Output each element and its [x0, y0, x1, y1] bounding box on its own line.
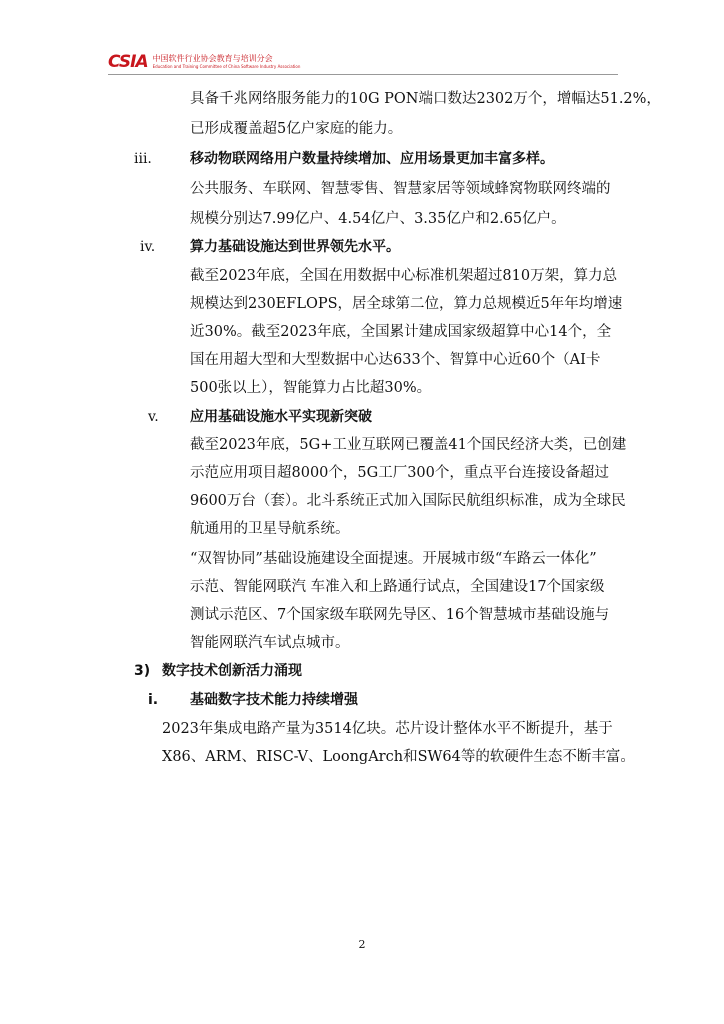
paragraph-line: 国在用超大型和大型数据中心达633个、智算中心近60个（AI卡 [190, 352, 601, 368]
section-heading: 数字技术创新活力涌现 [162, 663, 302, 679]
logo-english-name: Education and Training Committee of China Software Industry Association [152, 64, 301, 69]
section-number: 3) [134, 663, 151, 679]
section-heading: 基础数字技术能力持续增强 [190, 692, 358, 708]
list-number: iii. [134, 151, 152, 167]
paragraph-line: 测试示范区、7个国家级车联网先导区、16个智慧城市基础设施与 [190, 607, 610, 623]
paragraph-line: 近30%。截至2023年底，全国累计建成国家级超算中心14个，全 [190, 324, 612, 340]
paragraph-line: 公共服务、车联网、智慧零售、智慧家居等领域蜂窝物联网终端的 [190, 181, 611, 197]
paragraph-line: 截至2023年底，5G+工业互联网已覆盖41个国民经济大类，已创建 [190, 437, 627, 453]
csia-logo [108, 52, 300, 72]
paragraph-line: 已形成覆盖超5亿户家庭的能力。 [190, 121, 403, 137]
paragraph-line: 截至2023年底，全国在用数据中心标准机架超过810万架，算力总 [190, 268, 618, 284]
paragraph-line: 示范应用项目超8000个，5G工厂300个，重点平台连接设备超过 [190, 465, 609, 481]
paragraph-line: 2023年集成电路产量为3514亿块。芯片设计整体水平不断提升，基于 [162, 721, 613, 737]
paragraph-line: “双智协同”基础设施建设全面提速。开展城市级“车路云一体化” [190, 551, 597, 567]
paragraph-line: 规模达到230EFLOPS，居全球第二位，算力总规模近5年年均增速 [190, 296, 623, 312]
paragraph-line: 智能网联汽车试点城市。 [190, 635, 350, 651]
section-heading: 移动物联网络用户数量持续增加、应用场景更加丰富多样。 [190, 151, 554, 167]
section-heading: 应用基础设施水平实现新突破 [190, 409, 372, 425]
header-divider [108, 74, 618, 75]
list-number: v. [148, 409, 159, 425]
list-number: i. [148, 692, 159, 708]
logo-chinese-name: 中国软件行业协会教育与培训分会 [152, 54, 273, 63]
paragraph-line: 规模分别达7.99亿户、4.54亿户、3.35亿户和2.65亿户。 [190, 211, 566, 227]
logo-mark: CSIA [108, 52, 148, 72]
page-header [108, 52, 618, 74]
paragraph-line: 500张以上），智能算力占比超30%。 [190, 380, 432, 396]
paragraph-line: 9600万台（套）。北斗系统正式加入国际民航组织标准，成为全球民 [190, 493, 626, 509]
section-heading: 算力基础设施达到世界领先水平。 [190, 239, 400, 255]
list-number: iv. [140, 239, 156, 255]
paragraph-line: X86、ARM、RISC-V、LoongArch和SW64等的软硬件生态不断丰富。 [162, 749, 635, 765]
paragraph-line: 航通用的卫星导航系统。 [190, 521, 350, 537]
paragraph-line: 具备千兆网络服务能力的10G PON端口数达2302万个，增幅达51.2%， [190, 91, 661, 107]
paragraph-line: 示范、智能网联汽 车准入和上路通行试点，全国建设17个国家级 [190, 579, 605, 595]
page-number: 2 [358, 938, 366, 951]
